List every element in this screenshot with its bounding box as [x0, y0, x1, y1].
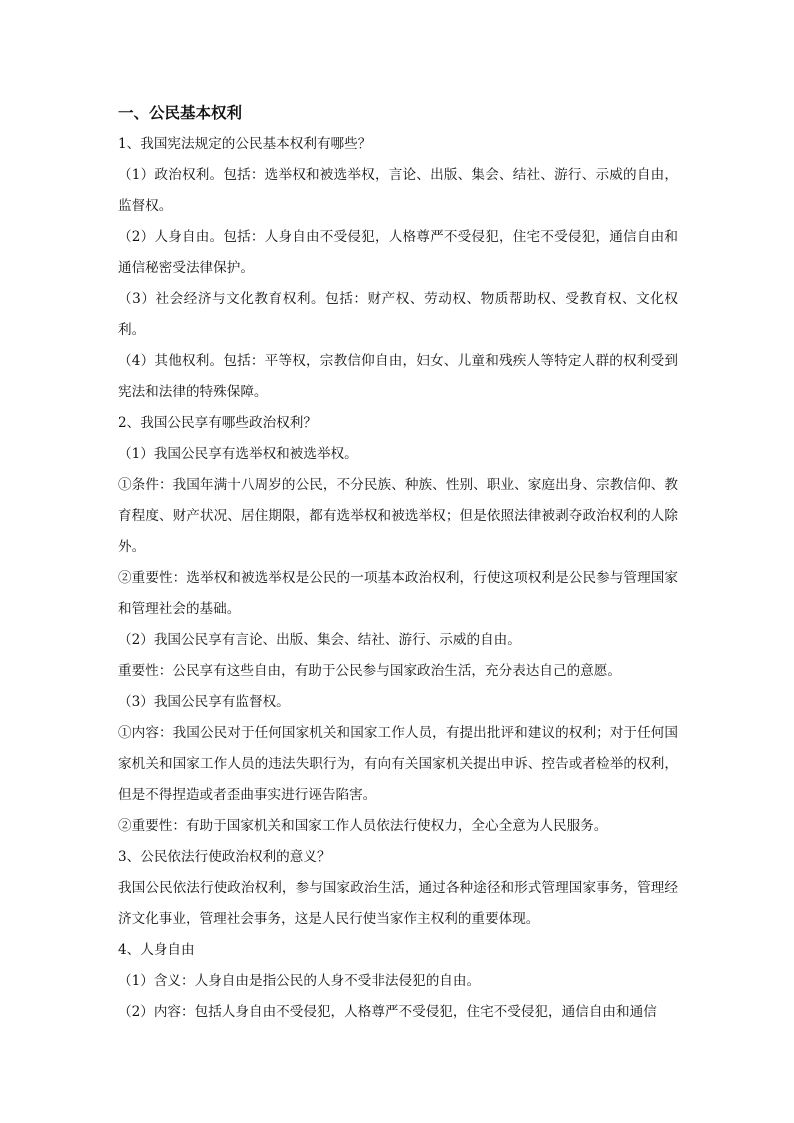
answer-item: ①内容：我国公民对于任何国家机关和国家工作人员，有提出批评和建议的权利；对于任何国家机关和国家工作人员的违法失职行为，有向有关国家机关提出申诉、控告或者检举的权利，但是不得捏造或者歪曲事实进行诬告陷害。	[118, 725, 678, 803]
answer-item: （2）我国公民享有言论、出版、集会、结社、游行、示威的自由。	[118, 632, 521, 648]
document-page	[118, 98, 678, 1028]
section-heading: 一、公民基本权利	[118, 104, 243, 122]
question-3: 3、公民依法行使政治权利的意义？	[118, 849, 331, 865]
question-1: 1、我国宪法规定的公民基本权利有哪些？	[118, 136, 372, 152]
answer-item: （1）我国公民享有选举权和被选举权。	[118, 446, 358, 462]
question-4: 4、人身自由	[118, 942, 195, 958]
answer-item: （4）其他权利。包括：平等权，宗教信仰自由，妇女、儿童和残疾人等特定人群的权利受到宪法和法律的特殊保障。	[118, 353, 678, 400]
answer-item: （2）人身自由。包括：人身自由不受侵犯，人格尊严不受侵犯，住宅不受侵犯，通信自由和通信秘密受法律保护。	[118, 229, 678, 276]
answer-item: ②重要性：选举权和被选举权是公民的一项基本政治权利，行使这项权利是公民参与管理国家和管理社会的基础。	[118, 570, 678, 617]
answer-item: 重要性：公民享有这些自由，有助于公民参与国家政治生活，充分表达自己的意愿。	[118, 663, 621, 679]
answer-item: （3）我国公民享有监督权。	[118, 694, 290, 710]
answer-item: （1）含义：人身自由是指公民的人身不受非法侵犯的自由。	[118, 973, 481, 989]
answer-item: ①条件：我国年满十八周岁的公民，不分民族、种族、性别、职业、家庭出身、宗教信仰、教育程度、财产状况、居住期限，都有选举权和被选举权；但是依照法律被剥夺政治权利的人除外。	[118, 477, 678, 555]
answer-item: （2）内容：包括人身自由不受侵犯，人格尊严不受侵犯，住宅不受侵犯，通信自由和通信	[118, 1004, 657, 1020]
question-2: 2、我国公民享有哪些政治权利？	[118, 415, 317, 431]
answer-item: （1）政治权利。包括：选举权和被选举权，言论、出版、集会、结社、游行、示威的自由，监督权。	[118, 167, 678, 214]
answer-item: ②重要性：有助于国家机关和国家工作人员依法行使权力，全心全意为人民服务。	[118, 818, 608, 834]
answer-item: （3）社会经济与文化教育权利。包括：财产权、劳动权、物质帮助权、受教育权、文化权利。	[118, 291, 678, 338]
answer-item: 我国公民依法行使政治权利，参与国家政治生活，通过各种途径和形式管理国家事务，管理经济文化事业，管理社会事务，这是人民行使当家作主权利的重要体现。	[118, 880, 678, 927]
